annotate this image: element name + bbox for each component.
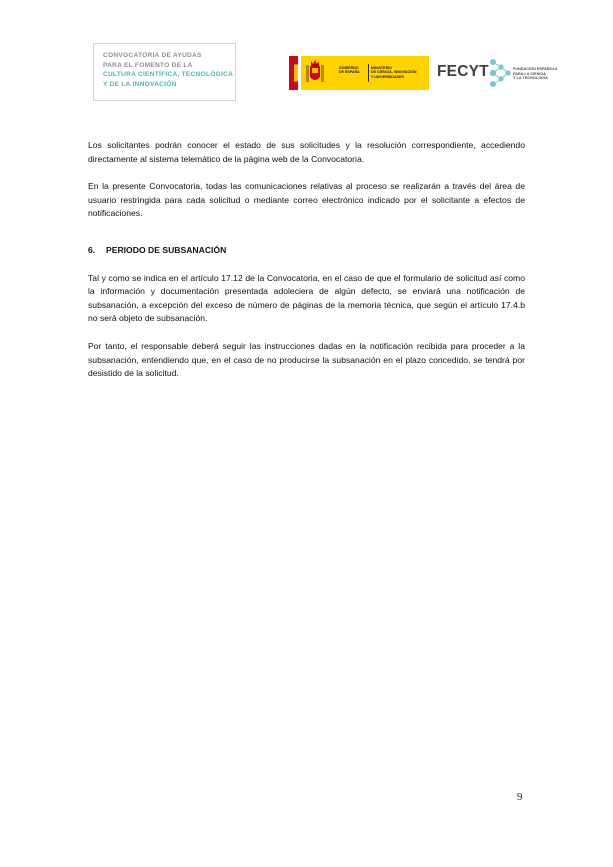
paragraph-correction-notice: Tal y como se indica en el artículo 17.12 de la Convocatoria, en el caso de que el formulario de solicitud así como la información y documentación presentada adoleciera de algún defecto, se enviará una notificación de subsanación, a excepción del exceso de número de páginas de la memoria técnica, que según el artículo 17.4.b no será objeto de subsanación. <box>88 272 525 324</box>
paragraph-instructions: Por tanto, el responsable deberá seguir las instrucciones dadas en la notificación recibida para proceder a la subsanación, entendiendo que, en el caso de no producirse la subsanación en el plazo concedido, se tendrá por desistido de la solicitud. <box>88 340 525 379</box>
section-number: 6. <box>88 244 96 255</box>
paragraph-status-access: Los solicitantes podrán conocer el estado de sus solicitudes y la resolución correspondiente, accediendo directamente al sistema telemático de la página web de la Convocatoria. <box>88 140 525 164</box>
section-title: PERIODO DE SUBSANACIÓN <box>106 244 227 255</box>
fecyt-foundation-label: FUNDACIÓN ESPAÑOLA PARA LA CIENCIA Y LA TECNOLOGÍA <box>513 67 558 81</box>
page-number: 9 <box>517 791 523 803</box>
spanish-coat-of-arms-icon <box>306 59 324 86</box>
fecyt-logo <box>437 60 567 88</box>
document-body <box>88 139 525 381</box>
logo-divider <box>368 64 369 82</box>
section-heading <box>88 244 525 258</box>
ministry-label: MINISTERIO DE CIENCIA, INNOVACIÓN Y UNIVERSIDADES <box>371 66 417 79</box>
program-line-2: PARA EL FOMENTO DE LA <box>103 61 193 69</box>
fecyt-molecule-icon <box>488 58 512 88</box>
program-logo-box <box>93 43 236 101</box>
program-line-3: CULTURA CIENTÍFICA, TECNOLÓGICA <box>103 71 234 78</box>
program-line-4: Y DE LA INNOVACIÓN <box>103 80 177 88</box>
eu-spain-flag-icon <box>289 56 298 90</box>
paragraph-communications: En la presente Convocatoria, todas las comunicaciones relativas al proceso se realizarán a través del área de usuario restringida para cada solicitud o mediante correo electrónico indicado por el solicitante a efectos de notificaciones. <box>88 181 525 219</box>
government-ministry-logo <box>289 56 429 90</box>
fecyt-wordmark: FECYT <box>437 63 489 80</box>
government-label: GOBIERNO DE ESPAÑA <box>339 66 360 75</box>
program-line-1: CONVOCATORIA DE AYUDAS <box>103 52 202 59</box>
